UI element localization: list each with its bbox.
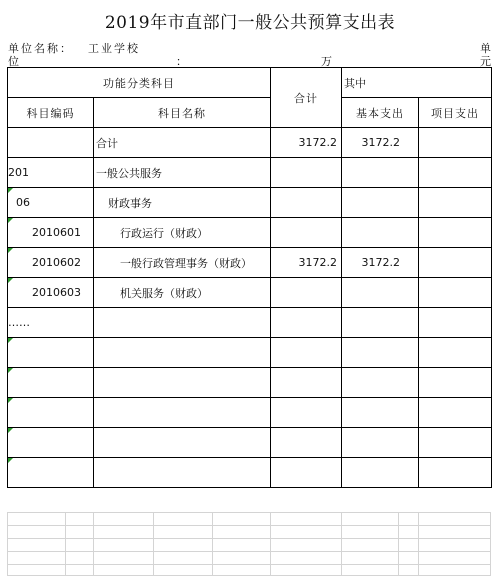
- cell-project: [419, 278, 492, 308]
- unit-wei: 位: [8, 55, 21, 68]
- table-row: [8, 308, 492, 338]
- cell-total: 3172.2: [271, 128, 342, 158]
- cell-code: 2010601: [8, 218, 94, 248]
- cell-code: 06: [8, 188, 94, 218]
- gridline: [270, 512, 271, 576]
- empty-cell: [271, 428, 342, 458]
- cell-total: 3172.2: [271, 248, 342, 278]
- empty-cell: [271, 398, 342, 428]
- gridline: [490, 512, 491, 576]
- spreadsheet-gridlines: [7, 512, 491, 576]
- cell-basic: 3172.2: [342, 128, 419, 158]
- page-title: 2019年市直部门一般公共预算支出表: [104, 13, 396, 33]
- cell-project: [419, 218, 492, 248]
- empty-cell: [8, 458, 94, 488]
- table-row: [8, 158, 492, 188]
- cell-project: [419, 158, 492, 188]
- cell-project: [419, 128, 492, 158]
- cell-project: [419, 308, 492, 338]
- header-total: 合计: [271, 68, 342, 128]
- cell-name: 机关服务（财政）: [94, 278, 271, 308]
- cell-total: [271, 158, 342, 188]
- cell-name: 行政运行（财政）: [94, 218, 271, 248]
- empty-cell: [419, 338, 492, 368]
- table-row: [8, 458, 492, 488]
- table-row: [8, 398, 492, 428]
- empty-cell: [419, 398, 492, 428]
- gridline: [418, 512, 419, 576]
- header-name: 科目名称: [94, 98, 271, 128]
- cell-code: 201: [8, 158, 94, 188]
- header-project: 项目支出: [419, 98, 492, 128]
- cell-basic: [342, 218, 419, 248]
- cell-name: 一般行政管理事务（财政）: [94, 248, 271, 278]
- empty-cell: [94, 428, 271, 458]
- empty-cell: [419, 428, 492, 458]
- cell-code: ……: [8, 308, 94, 338]
- cell-project: [419, 248, 492, 278]
- table-row: [8, 188, 492, 218]
- empty-cell: [271, 368, 342, 398]
- empty-cell: [8, 338, 94, 368]
- unit-label: 单位名称：: [8, 42, 73, 55]
- empty-cell: [342, 428, 419, 458]
- empty-cell: [8, 398, 94, 428]
- cell-basic: [342, 158, 419, 188]
- budget-table: [7, 67, 492, 488]
- cell-name: 一般公共服务: [94, 158, 271, 188]
- cell-basic: [342, 278, 419, 308]
- gridline: [153, 512, 154, 576]
- cell-basic: [342, 188, 419, 218]
- cell-code: [8, 128, 94, 158]
- empty-cell: [342, 458, 419, 488]
- table-row: [8, 218, 492, 248]
- empty-cell: [342, 368, 419, 398]
- table-row: [8, 428, 492, 458]
- cell-basic: [342, 308, 419, 338]
- header-among: 其中: [342, 68, 492, 98]
- table-row: [8, 248, 492, 278]
- header-code: 科目编码: [8, 98, 94, 128]
- gridline: [212, 512, 213, 576]
- gridline: [93, 512, 94, 576]
- unit-yuan: 元: [480, 55, 493, 68]
- cell-total: [271, 218, 342, 248]
- cell-name: 财政事务: [94, 188, 271, 218]
- cell-name: [94, 308, 271, 338]
- cell-name: 合计: [94, 128, 271, 158]
- gridline: [341, 512, 342, 576]
- empty-cell: [419, 368, 492, 398]
- empty-cell: [342, 338, 419, 368]
- cell-total: [271, 308, 342, 338]
- header-basic: 基本支出: [342, 98, 419, 128]
- cell-total: [271, 278, 342, 308]
- table-row: [8, 278, 492, 308]
- cell-code: 2010603: [8, 278, 94, 308]
- unit-wan: 万: [321, 55, 334, 68]
- unit-colon: ：: [176, 55, 189, 68]
- empty-cell: [419, 458, 492, 488]
- table-row: [8, 338, 492, 368]
- gridline: [7, 512, 8, 576]
- empty-cell: [8, 368, 94, 398]
- empty-cell: [94, 398, 271, 428]
- unit-name: 工业学校: [88, 42, 140, 55]
- header-func-category: 功能分类科目: [8, 68, 271, 98]
- cell-basic: 3172.2: [342, 248, 419, 278]
- empty-cell: [271, 338, 342, 368]
- cell-total: [271, 188, 342, 218]
- gridline: [65, 512, 66, 576]
- gridline: [398, 512, 399, 576]
- unit-dan: 单: [480, 42, 493, 55]
- empty-cell: [8, 428, 94, 458]
- table-row: [8, 128, 492, 158]
- empty-cell: [94, 368, 271, 398]
- empty-cell: [94, 458, 271, 488]
- cell-project: [419, 188, 492, 218]
- empty-cell: [342, 398, 419, 428]
- cell-code: 2010602: [8, 248, 94, 278]
- table-row: [8, 368, 492, 398]
- empty-cell: [94, 338, 271, 368]
- empty-cell: [271, 458, 342, 488]
